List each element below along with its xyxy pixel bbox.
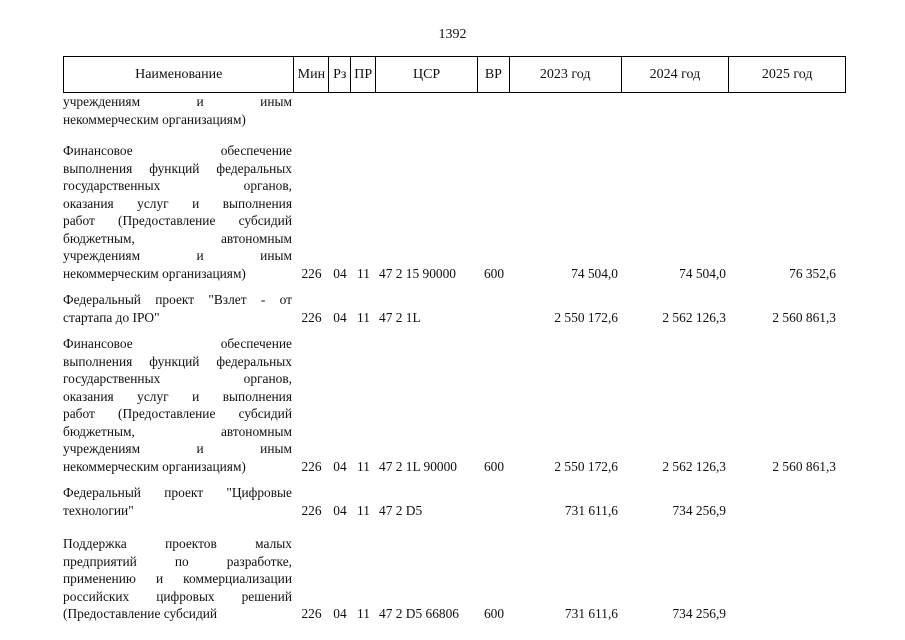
cell-rz: 04 xyxy=(333,606,347,621)
name-line: выполнения функций федеральных xyxy=(63,353,292,369)
header-csr: ЦСР xyxy=(376,57,478,92)
name-line: бюджетным, автономным xyxy=(63,423,292,439)
cell-csr: 47 2 1L xyxy=(379,309,421,325)
header-rz: Рз xyxy=(329,57,351,92)
cell-min: 226 xyxy=(301,502,322,518)
cell-name xyxy=(63,291,294,326)
cell-vr: 600 xyxy=(483,265,505,281)
cell-2025: 76 352,6 xyxy=(789,265,836,281)
header-vr: ВР xyxy=(478,57,510,92)
cell-2024: 74 504,0 xyxy=(679,265,726,281)
name-line: учреждениям и иным xyxy=(63,248,292,263)
cell-min: 226 xyxy=(301,458,322,474)
header-pr: ПР xyxy=(351,57,376,92)
cell-2024: 2 562 126,3 xyxy=(662,458,726,474)
header-2023: 2023 год xyxy=(510,57,622,92)
table-row xyxy=(63,335,846,475)
table-row xyxy=(63,142,846,282)
cell-2025: 2 560 861,3 xyxy=(772,309,836,325)
name-line: стартапа до IPO" xyxy=(63,309,160,325)
name-line: учреждениям и иным xyxy=(63,441,292,456)
name-line: государственных органов, xyxy=(63,178,292,193)
cell-2024: 734 256,9 xyxy=(672,502,726,518)
cell-name xyxy=(63,535,294,623)
name-line: Федеральный проект "Цифровые xyxy=(63,485,292,500)
name-line: предприятий по разработке, xyxy=(63,553,292,569)
cell-pr: 11 xyxy=(357,606,370,621)
name-line: некоммерческим организациям) xyxy=(63,265,246,281)
cell-min: 226 xyxy=(301,309,322,325)
cell-csr: 47 2 15 90000 xyxy=(379,265,456,281)
name-line: Финансовое обеспечение xyxy=(63,143,292,158)
cell-pr: 11 xyxy=(357,265,370,281)
name-line: работ (Предоставление субсидий xyxy=(63,213,292,228)
table-header xyxy=(63,56,846,93)
cell-rz: 04 xyxy=(333,502,347,518)
table-row xyxy=(63,484,846,519)
cell-csr: 47 2 1L 90000 xyxy=(379,458,457,474)
cell-2024: 2 562 126,3 xyxy=(662,309,726,325)
name-line: некоммерческим организациям) xyxy=(63,111,246,127)
cell-rz: 04 xyxy=(333,458,347,474)
cell-vr: 600 xyxy=(483,606,505,621)
name-line: учреждениям и иным xyxy=(63,94,292,109)
cell-name xyxy=(63,93,294,128)
cell-rz: 04 xyxy=(333,309,347,325)
name-line: работ (Предоставление субсидий xyxy=(63,406,292,421)
table-body xyxy=(63,93,846,623)
cell-2023: 731 611,6 xyxy=(564,606,618,621)
table-row xyxy=(63,291,846,326)
name-line: некоммерческим организациям) xyxy=(63,458,246,474)
cell-name xyxy=(63,335,294,475)
page-number: 1392 xyxy=(438,27,467,42)
name-line: российских цифровых решений xyxy=(63,588,292,604)
name-line: применению и коммерциализации xyxy=(63,571,292,586)
header-2024: 2024 год xyxy=(622,57,730,92)
cell-2023: 2 550 172,6 xyxy=(554,309,618,325)
name-line: Федеральный проект "Взлет - от xyxy=(63,292,292,307)
cell-csr: 47 2 D5 xyxy=(379,502,423,518)
cell-name xyxy=(63,142,294,282)
name-line: Поддержка проектов малых xyxy=(63,536,292,551)
header-name: Наименование xyxy=(64,57,294,92)
cell-2024: 734 256,9 xyxy=(672,606,726,621)
cell-min: 226 xyxy=(301,265,322,281)
cell-pr: 11 xyxy=(357,309,370,325)
name-line: оказания услуг и выполнения xyxy=(63,388,292,404)
name-line: бюджетным, автономным xyxy=(63,230,292,246)
cell-name xyxy=(63,484,294,519)
header-min: Мин xyxy=(294,57,329,92)
name-line: выполнения функций федеральных xyxy=(63,160,292,176)
name-line: Финансовое обеспечение xyxy=(63,336,292,351)
name-line: государственных органов, xyxy=(63,371,292,386)
cell-vr: 600 xyxy=(483,458,505,474)
name-line: оказания услуг и выполнения xyxy=(63,195,292,211)
header-2025: 2025 год xyxy=(761,66,813,82)
cell-pr: 11 xyxy=(357,458,370,474)
cell-2023: 731 611,6 xyxy=(564,502,618,518)
cell-min: 226 xyxy=(301,606,322,621)
name-line: (Предоставление субсидий xyxy=(63,606,218,621)
table-row xyxy=(63,93,846,128)
name-line: технологии" xyxy=(63,502,134,518)
cell-csr: 47 2 D5 66806 xyxy=(379,606,459,621)
cell-pr: 11 xyxy=(357,502,370,518)
cell-2023: 2 550 172,6 xyxy=(554,458,618,474)
table-row xyxy=(63,535,846,623)
cell-2025: 2 560 861,3 xyxy=(772,458,836,474)
cell-2023: 74 504,0 xyxy=(571,265,618,281)
cell-rz: 04 xyxy=(333,265,347,281)
